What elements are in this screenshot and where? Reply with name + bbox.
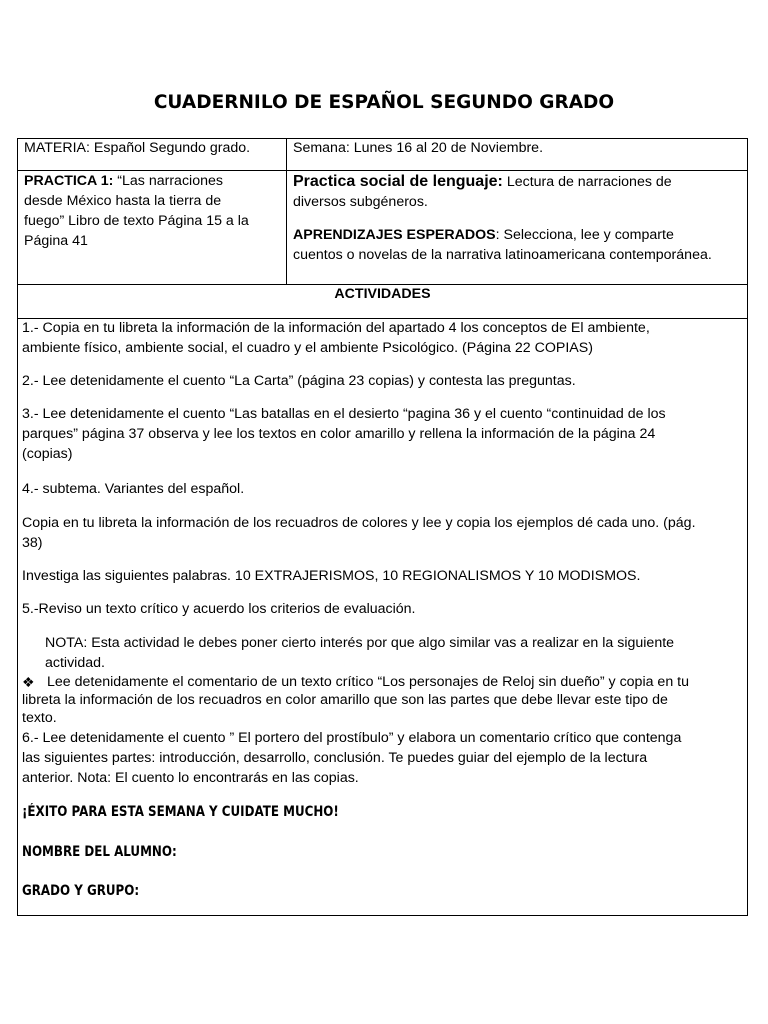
activity-1 [22,318,742,358]
bullet-line: Lee detenidamente el comentario de un texto crítico “Los personajes de Reloj sin dueño” y copia en tu [47,674,689,690]
activity-line: las siguientes partes: introducción, desarrollo, conclusión. Te puedes guiar del ejemplo de la lectura [22,750,648,766]
bullet-item-continued [22,691,742,727]
bullet-line: texto. [22,710,57,726]
nota-line: actividad. [45,655,105,671]
practica-cell [24,171,282,251]
social-text: Lectura de narraciones de [502,174,672,190]
actividades-header: ACTIVIDADES [334,286,431,302]
bullet-item [47,673,747,691]
activity-line: 38) [22,535,43,551]
activity-line: Copia en tu libreta la información de los recuadros de colores y lee y copia los ejemplos dé cada uno. (pág. [22,515,696,531]
semana-cell: Semana: Lunes 16 al 20 de Noviembre. [293,140,544,156]
bullet-line: libreta la información de los recuadros en color amarillo que son las partes que debe llevar este tipo de [22,692,668,708]
activity-line: (copias) [22,446,73,462]
nota-line: NOTA: Esta actividad le debes poner cierto interés por que algo similar vas a realizar en la siguiente [45,635,675,651]
diamond-bullet-icon: ❖ [22,674,35,690]
activity-line: 1.- Copia en tu libreta la información de la información del apartado 4 los conceptos de El ambiente, [22,320,650,336]
grado-field-label: GRADO Y GRUPO: [22,883,140,899]
aprendizajes-label: APRENDIZAJES ESPERADOS [293,227,496,243]
activity-5: 5.-Reviso un texto crítico y acuerdo los criterios de evaluación. [22,601,416,617]
activity-2: 2.- Lee detenidamente el cuento “La Carta” (página 23 copias) y contesta las preguntas. [22,373,576,389]
document-title: CUADERNILO DE ESPAÑOL SEGUNDO GRADO [153,92,615,113]
activity-line: ambiente físico, ambiente social, el cuadro y el ambiente Psicológico. (Página 22 COPIAS) [22,340,593,356]
activity-line: parques” página 37 observa y lee los textos en color amarillo y rellena la información de la página 24 [22,426,656,442]
table-column-divider [286,138,287,284]
activity-3 [22,404,742,464]
activity-6 [22,728,742,788]
activity-line: 6.- Lee detenidamente el cuento ” El portero del prostíbulo” y elabora un comentario crítico que contenga [22,730,682,746]
nombre-field-label: NOMBRE DEL ALUMNO: [22,844,177,860]
copia-instruction [22,513,742,553]
activity-4: 4.- subtema. Variantes del español. [22,481,245,497]
materia-cell: MATERIA: Español Segundo grado. [24,140,251,156]
aprendizajes-text: : Selecciona, lee y comparte [495,227,674,243]
activity-line: anterior. Nota: El cuento lo encontrarás en las copias. [22,770,359,786]
social-text: diversos subgéneros. [293,194,428,210]
practica-text: fuego” Libro de texto Página 15 a la [24,213,249,229]
practica-text: Página 41 [24,233,88,249]
aprendizajes-text: cuentos o novelas de la narrativa latinoamericana contemporánea. [293,247,712,263]
investiga-instruction: Investiga las siguientes palabras. 10 EXTRAJERISMOS, 10 REGIONALISMOS Y 10 MODISMOS. [22,568,641,584]
social-cell [293,172,743,265]
practica-text: desde México hasta la tierra de [24,193,222,209]
practica-label: PRACTICA 1: [24,173,114,189]
practica-text: “Las narraciones [113,173,223,189]
activity-line: 3.- Lee detenidamente el cuento “Las batallas en el desierto “pagina 36 y el cuento “continuidad de los [22,406,666,422]
nota [45,633,745,673]
exito-message: ¡ÉXITO PARA ESTA SEMANA Y CUIDATE MUCHO! [22,804,339,820]
social-label: Practica social de lenguaje: [293,173,503,190]
